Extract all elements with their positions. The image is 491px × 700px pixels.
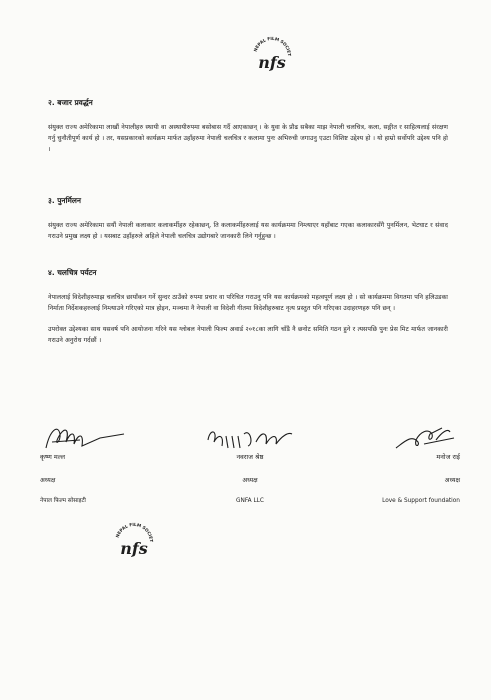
signature-images-row — [40, 420, 460, 454]
logo-arc-text: NEPAL FILM SOCIET — [114, 521, 155, 543]
signature-navaraj-shrestha — [180, 420, 320, 454]
signatory-role: अध्यक्ष — [444, 477, 460, 484]
section-paragraph: उपरोक्त उद्देश्यका साथ यसवर्ष पनि आयोजना गरिने यस ग्लोबल नेपाली फिल्म अवार्ड २०१८का लागि चाँडै नै छनोट समिति गठन हुने र त्यसपछि पुनः प्रेस मिट मार्फत जानकारी गराउने अनुरोध गर्दछौं । — [48, 326, 448, 344]
signatory-2 — [180, 452, 320, 506]
signatory-role: अध्यक्ष — [40, 477, 56, 484]
signatory-3 — [320, 452, 460, 506]
signatory-org: नेपाल फिल्म सोसाइटी — [40, 498, 86, 504]
signature-krishna-malla — [40, 420, 180, 454]
signatory-org: Love & Support foundation — [382, 498, 460, 504]
signatory-name: कृष्ण मल्ल — [40, 453, 66, 461]
signatory-1 — [40, 452, 180, 506]
section-market-promotion — [48, 98, 448, 155]
logo-mark-text: nfs — [258, 53, 286, 72]
section-heading: २. बजार प्रवर्द्धन — [48, 98, 93, 107]
section-paragraph: संयुक्त राज्य अमेरिकामा सयौं नेपाली कलाकार कलाकर्मीहरु रहेकाछन्, ति कलाकर्मीहरुलाई यस कार्यक्रममा निम्त्याएर यहाँबाट गएका कलाकारसँगै पुनर्मिलन, भेटघाट र संवाद गराउने प्रमुख लक्ष्य हो । यसबाट उहाँहरुले अहिले नेपाली चलचित्र उद्योगबारे जानकारी लिने गर्नुहुन्छ । — [48, 222, 448, 240]
signature-manoj-rai — [320, 420, 460, 454]
signatory-role: अध्यक्ष — [242, 477, 258, 484]
nepal-film-society-logo — [250, 34, 294, 78]
section-heading: ४. चलचित्र पर्यटन — [48, 268, 97, 277]
signatory-name: मनोज राई — [436, 453, 460, 461]
signatory-name: नवराज श्रेष्ठ — [236, 453, 264, 461]
section-heading: ३. पुनर्मिलन — [48, 196, 81, 205]
section-paragraph: नेपाललाई विदेशीहरुमाझ चलचित्र छायाँकन गर्ने सुन्दर ठाउँको रुपमा प्रचार वा परिचित गराउनु पनि यस कार्यक्रमको महत्वपूर्ण लक्ष्य हो । सो कार्यक्रममा विगतमा पनि हलिउडका निर्माता निर्देशकहरुलाई निम्त्याउने गरिएको मात्र होइन, मञ्चमा नै नेपाली वा विदेशी गीतमा विदेशीहरुबाट नृत्य प्रस्तुत पनि गरिएका उदाहरणहरु पनि छन् । — [48, 294, 448, 312]
signatories-row — [40, 452, 460, 506]
nepal-film-society-logo — [112, 520, 156, 564]
section-paragraph: संयुक्त राज्य अमेरिकामा लाखौं नेपालीहरु स्थायी वा अस्थायीरुपमा बसोबास गर्दै आएकाछन् । के युवा के प्रौढ सबैका माझ नेपाली चलचित्र, कला, सङ्गीत र साहित्यलाई संरक्षण गर्नु चुनौतीपूर्ण कार्य हो । तर, यसप्रकारको कार्यक्रम मार्फत उहाँहरुमा नेपाली चलचित्र र कलामा पुनः अभिरुची जगाउनु एउटा विशिष्ट उद्देश्य हो । यो हाम्रो सर्वोपरि उद्देश्य पनि हो । — [48, 124, 448, 153]
section-film-tourism — [48, 268, 448, 346]
logo-mark-text: nfs — [120, 539, 148, 558]
signatory-org: GNFA LLC — [236, 498, 264, 504]
section-reunion — [48, 196, 448, 242]
logo-arc-text: NEPAL FILM SOCIET — [252, 35, 293, 57]
